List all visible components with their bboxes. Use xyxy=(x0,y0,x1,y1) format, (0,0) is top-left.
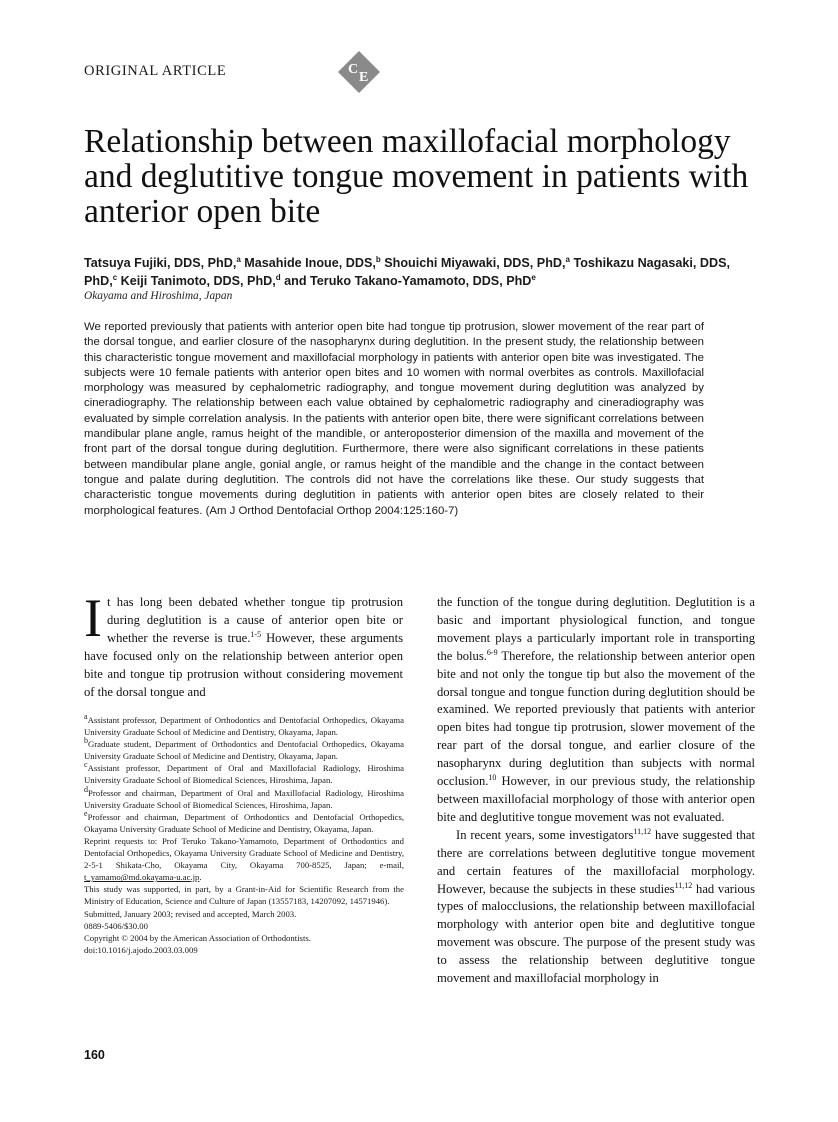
footnotes xyxy=(84,714,404,956)
submission-dates: Submitted, January 2003; revised and accepted, March 2003. xyxy=(84,908,297,919)
citation-ref: 11,12 xyxy=(633,826,652,836)
body-paragraph: the function of the tongue during deglutition. Deglutition is a basic and important physiological function, and tongue movement plays a particularly important role in transporting the bolus.$^{6-9}$ Therefore, the relationship between anterior open bite and not only the tongue tip but also the movement of the dorsal tongue and tongue function during deglutition should be examined. We reported previously that patients with anterior open bites had tongue tip protrusion, slower movement of the rear part of the dorsal tongue, and earlier closure of the nasopharynx during deglutition than subjects with normal occlusion.$^{10}$ However, in our previous study, the relationship between maxillofacial morphology of those with anterior open bite and deglutitive tongue movement was not evaluated. xyxy=(437,595,755,824)
footnote-a: $^a$Assistant professor, Department of Orthodontics and Dentofacial Orthopedics, Okayama University Graduate School of Medicine and Dentistry, Okayama, Japan. xyxy=(84,712,404,738)
citation-ref: 10 xyxy=(488,772,497,782)
issn-price: 0889-5406/$30.00 xyxy=(84,920,148,931)
article-type-label: ORIGINAL ARTICLE xyxy=(84,63,227,79)
footnote-b: $^b$Graduate student, Department of Orthodontics and Dentofacial Orthopedics, Okayama University Graduate School of Medicine and Dentistry, Okayama, Japan. xyxy=(84,736,404,762)
author-name: and Teruko Takano-Yamamoto, DDS, PhD xyxy=(284,274,532,288)
intro-text: t has long been debated whether tongue tip protrusion during deglutition is a cause of anterior open bite or whether the reverse is true. xyxy=(106,595,403,645)
footnote-mark: b xyxy=(84,736,88,746)
drop-cap: I xyxy=(84,588,102,648)
author-name: Shouichi Miyawaki, DDS, PhD, xyxy=(384,256,566,270)
author-location: Okayama and Hiroshima, Japan xyxy=(84,290,233,302)
author-affiliation-mark: b xyxy=(375,254,381,264)
author-affiliation-mark: d xyxy=(275,272,281,282)
citation-ref: 6-9 xyxy=(486,647,498,657)
author-affiliation-mark: e xyxy=(531,272,536,282)
footnote-d: $^d$Professor and chairman, Department of Oral and Maxillofacial Radiology, Hiroshima University Graduate School of Biomedical Sciences, Hiroshima, Japan. xyxy=(84,784,404,810)
footnote-e: $^e$Professor and chairman, Department of Orthodontics and Dentofacial Orthopedics, Okayama University Graduate School of Medicine and Dentistry, Okayama, Japan. xyxy=(84,808,404,834)
doi[interactable]: doi:10.1016/j.ajodo.2003.03.009 xyxy=(84,944,198,955)
body-column-right xyxy=(437,594,755,988)
article-type-header xyxy=(84,50,384,94)
badge-c-letter: C xyxy=(348,62,359,77)
author-affiliation-mark: c xyxy=(112,272,118,282)
copyright-notice: Copyright © 2004 by the American Association of Orthodontists. xyxy=(84,932,311,943)
reprint-email-link[interactable]: t_yamamo@md.okayama-u.ac.jp xyxy=(84,872,200,883)
citation-ref: 1-5 xyxy=(250,629,262,639)
ce-badge-icon xyxy=(337,50,381,94)
author-name: Tatsuya Fujiki, DDS, PhD, xyxy=(84,256,237,270)
footnote-mark: c xyxy=(84,760,88,770)
article-title: Relationship between maxillofacial morphology and deglutitive tongue movement in patients with anterior open bite xyxy=(84,123,749,230)
page-number: 160 xyxy=(84,1048,105,1062)
author-list xyxy=(84,254,764,290)
footnote-c: $^c$Assistant professor, Department of Oral and Maxillofacial Radiology, Hiroshima University Graduate School of Biomedical Sciences, Hiroshima, Japan. xyxy=(84,760,404,786)
citation-ref: 11,12 xyxy=(674,880,693,890)
footnote-mark: a xyxy=(84,712,88,722)
reprint-request: Reprint requests to: Prof Teruko Takano-Yamamoto, Department of Orthodontics and Dentofacial Orthopedics, Okayama University Graduate School of Medicine and Dentistry, 2-5-1 Shikata-Cho, Okayama City, Okayama 700-8525, Japan; e-mail, t_yamamo@md.okayama-u.ac.jp. xyxy=(84,835,404,883)
abstract: We reported previously that patients with anterior open bite had tongue tip protrusion, slower movement of the rear part of the dorsal tongue, and earlier closure of the nasopharynx during deglutition. In the present study, the relationship between this characteristic tongue movement and maxillofacial morphology in patients with anterior open bite was investigated. The subjects were 10 female patients with anterior open bites and 10 women with normal overbites as controls. Maxillofacial morphology was measured by cephalometric radiography, and tongue movement during deglutition was analyzed by cineradiography. The relationship between each value obtained by cephalometric radiography and cineradiography was evaluated by simple correlation analysis. In the patients with anterior open bite, there were significant correlations between mandibular plane angle, ramus height of the mandible, or anteroposterior dimension of the maxilla and movement of the front part of the dorsal tongue during deglutition. Furthermore, there were also significant correlations in these patients between mandibular plane angle, gonial angle, or ramus height of the mandible and the change in the contact between tongue and palate during deglutition. The controls did not have the correlations like these. Our study suggests that characteristic tongue movements during deglutition in patients with anterior open bites are closely related to their morphological features. (Am J Orthod Dentofacial Orthop 2004:125:160-7) xyxy=(84,321,704,517)
author-name: Toshikazu Nagasaki, DDS, PhD, xyxy=(84,256,730,288)
body-paragraph: In recent years, some investigators$^{11,12}$ have suggested that there are correlations between deglutitive tongue movement and certain features of the maxillofacial morphology. However, because the subjects in these studies$^{11,12}$ had various types of malocclusions, the relationship between maxillofacial morphology with anterior open bite and deglutitive tongue movement was obscure. The purpose of the present study was to assess the relationship between deglutitive tongue movement and maxillofacial morphology in xyxy=(437,826,755,986)
intro-text: However, these arguments have focused only on the relationship between anterior open bite and tongue tip protrusion without considering movement of the dorsal tongue and xyxy=(84,630,403,699)
badge-e-letter: E xyxy=(359,70,369,85)
author-affiliation-mark: a xyxy=(236,254,241,264)
body-column-left xyxy=(84,588,403,701)
author-name: Masahide Inoue, DDS, xyxy=(244,256,376,270)
author-affiliation-mark: a xyxy=(565,254,570,264)
funding-note: This study was supported, in part, by a Grant-in-Aid for Scientific Research from the Ministry of Education, Science and Culture of Japan (13557183, 14207092, 14571946). xyxy=(84,884,404,907)
author-name: Keiji Tanimoto, DDS, PhD, xyxy=(120,274,276,288)
intro-paragraph xyxy=(84,588,403,701)
footnote-mark: d xyxy=(84,784,88,794)
footnote-mark: e xyxy=(84,808,88,818)
